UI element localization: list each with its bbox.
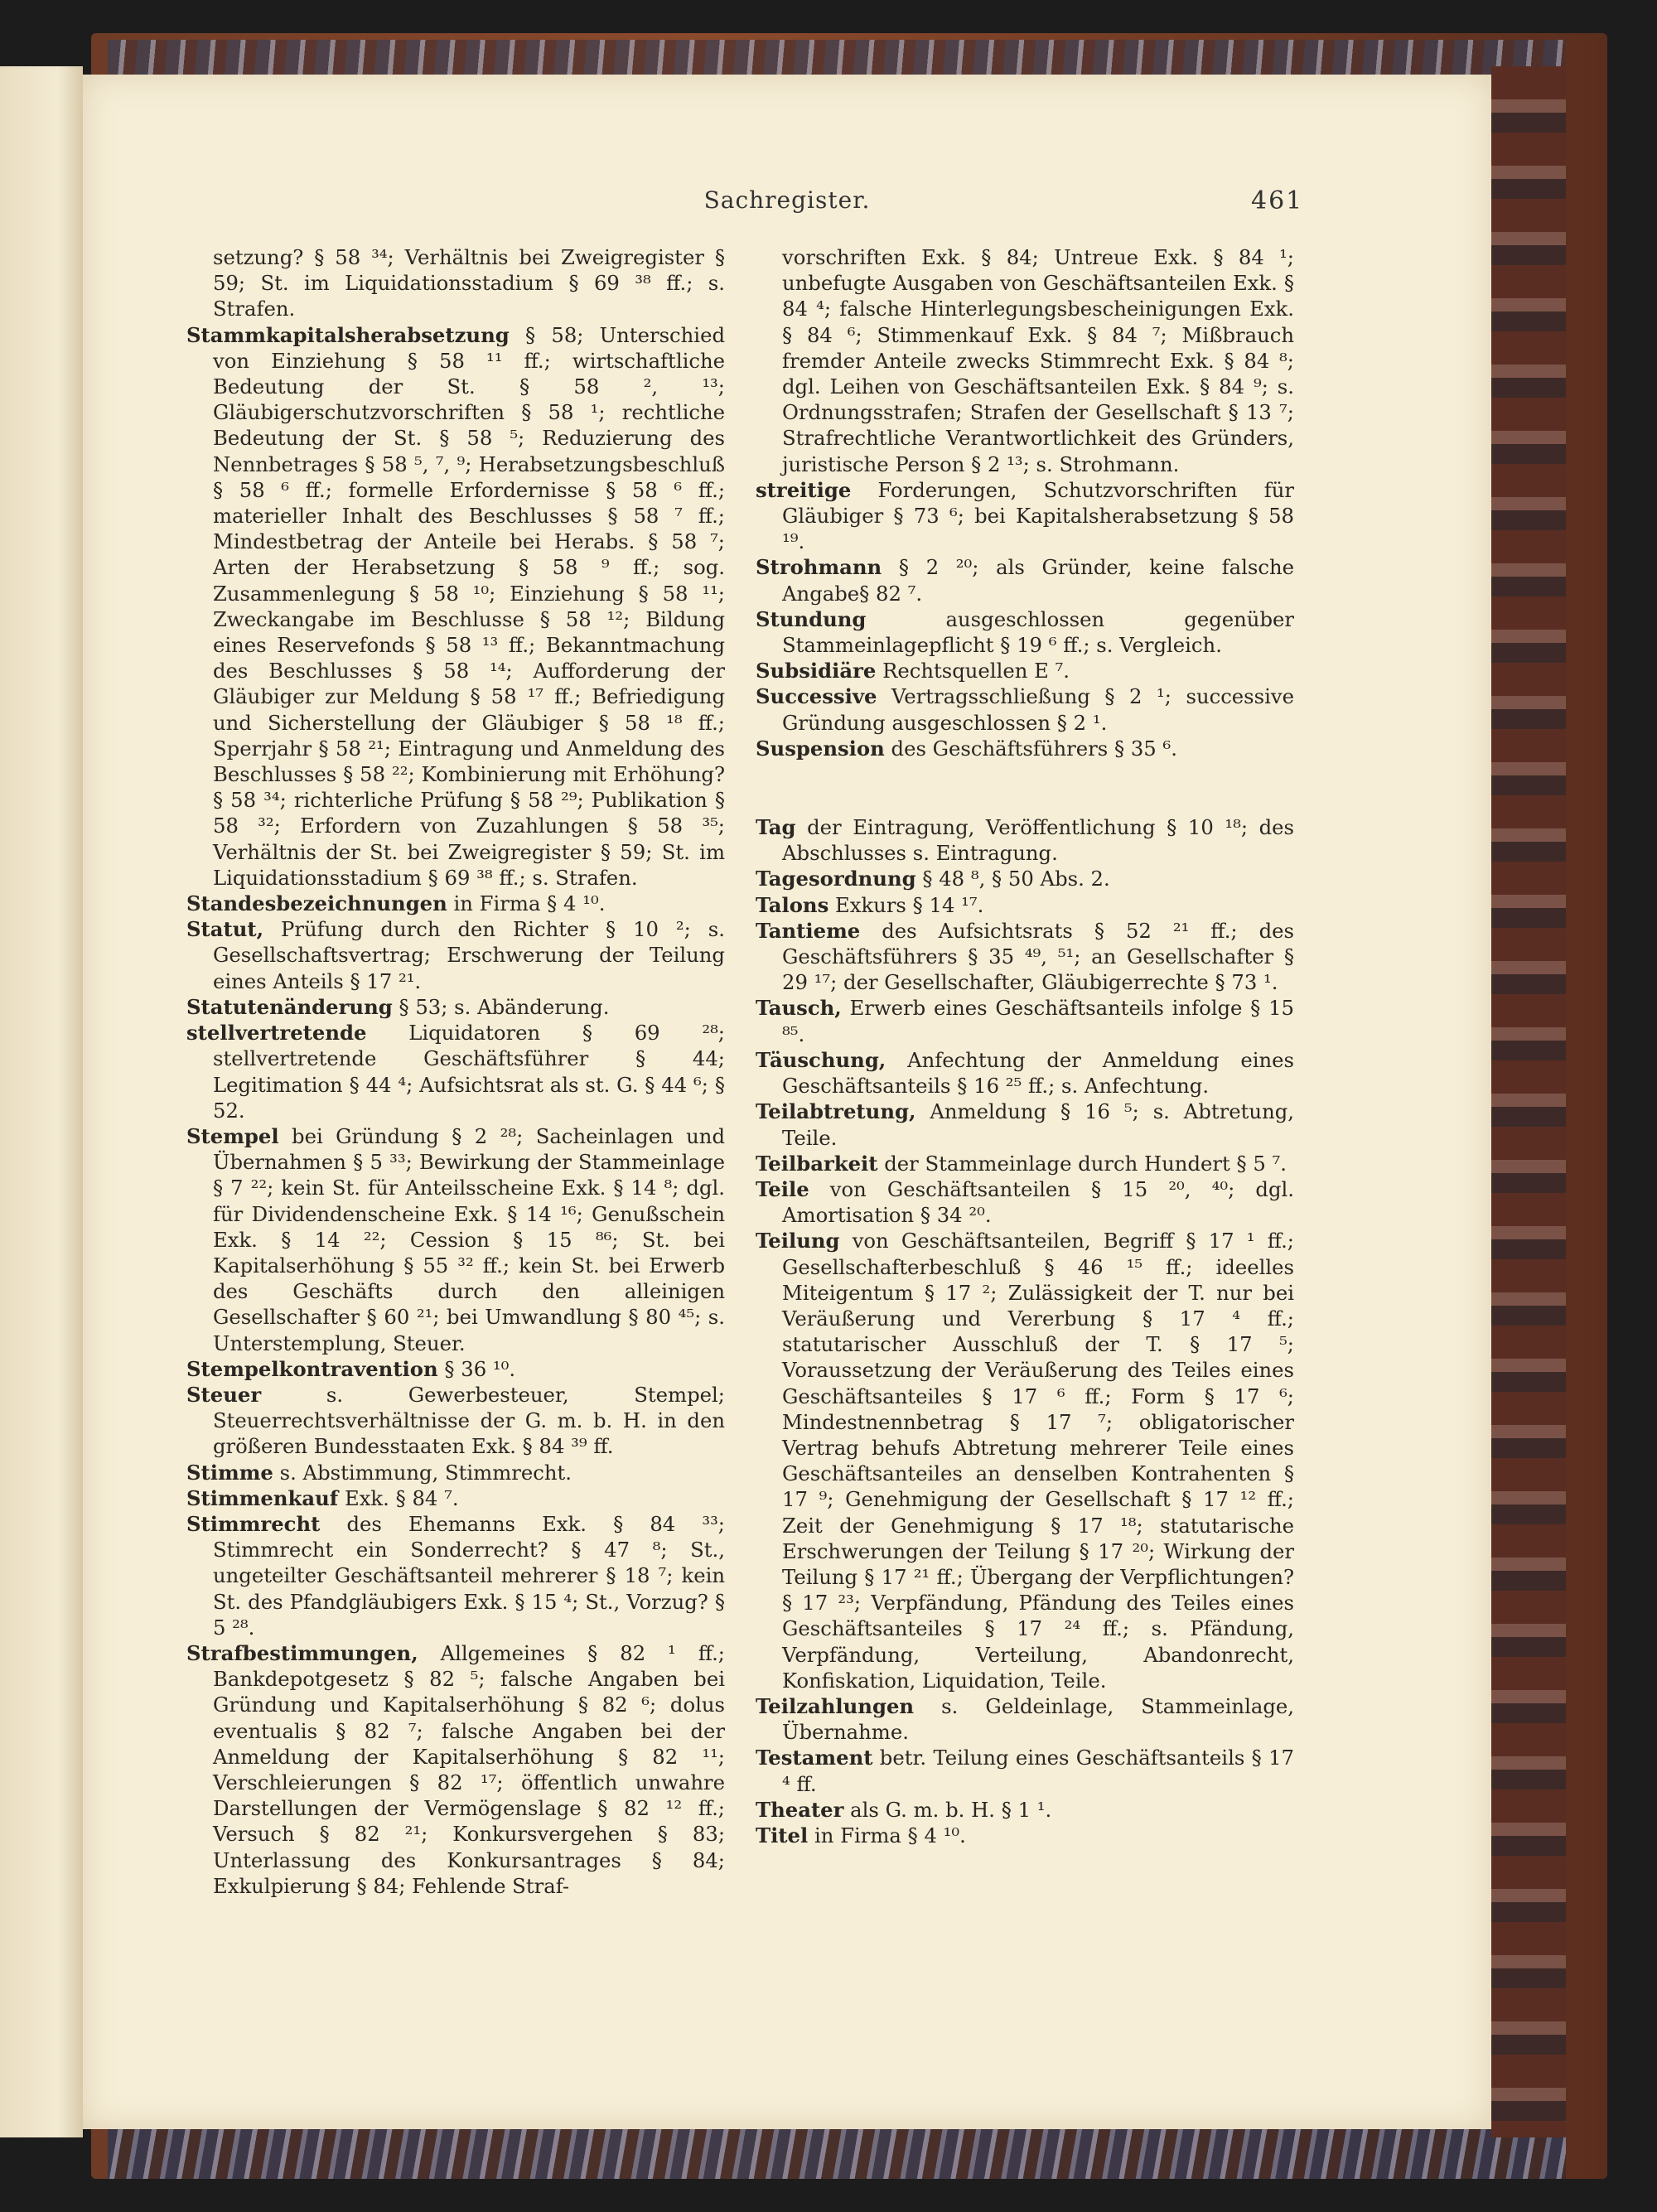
index-entry xyxy=(186,1460,725,1485)
marbled-edge-bottom xyxy=(108,2121,1566,2179)
entry-headword: streitige xyxy=(756,477,852,502)
index-entry xyxy=(756,1099,1294,1150)
entry-headword: Theater xyxy=(756,1797,844,1822)
entry-text: in Firma § 4 ¹⁰. xyxy=(808,1823,966,1847)
entry-headword: Teilabtretung, xyxy=(756,1099,916,1124)
index-entry xyxy=(186,1485,725,1511)
entry-text: Exkurs § 14 ¹⁷. xyxy=(828,892,984,917)
entry-text: bei Gründung § 2 ²⁸; Sacheinlagen und Übernahmen § 5 ³³; Bewirkung der Stammeinlage § 7 ²²; kein St. für Anteilsscheine Exk. § 14 ⁸; dgl. für Dividendenscheine Exk. § 14 ¹⁶; Genußschein Exk. § 14 ²²; Cession § 15 ⁸⁶; St. bei Kapitalserhöhung § 55 ³² ff.; kein St. bei Erwerb des Geschäfts durch den alleinigen Gesellschafter § 60 ²¹; bei Umwandlung § 80 ⁴⁵; s. Unterstemplung, Steuer. xyxy=(213,1123,725,1355)
index-entry xyxy=(756,892,1294,918)
entry-text: § 58; Unterschied von Einziehung § 58 ¹¹ ff.; wirtschaftliche Bedeutung der St. § 58 ², ¹³; Gläubigerschutzvorschriften § 58 ¹; rechtliche Bedeutung der St. § 58 ⁵; Reduzierung des Nennbetrages § 58 ⁵, ⁷, ⁹; Herabsetzungsbeschluß § 58 ⁶ ff.; formelle Erfordernisse § 58 ⁶ ff.; materieller Inhalt des Beschlusses § 58 ⁷ ff.; Mindestbetrag der Anteile bei Herabs. § 58 ⁷; Arten der Herabsetzung § 58 ⁹ ff.; sog. Zusammenlegung § 58 ¹⁰; Einziehung § 58 ¹¹; Zweckangabe im Beschlusse § 58 ¹²; Bildung eines Reservefonds § 58 ¹³ ff.; Bekanntmachung des Beschlusses § 58 ¹⁴; Aufforderung der Gläubiger zur Meldung § 58 ¹⁷ ff.; Befriedigung und Sicherstellung der Gläubiger § 58 ¹⁸ ff.; Sperrjahr § 58 ²¹; Eintragung und Anmeldung des Beschlusses § 58 ²²; Kombinierung mit Erhöhung? § 58 ³⁴; richterliche Prüfung § 58 ²⁹; Publikation § 58 ³²; Erfordern von Zuzahlungen § 58 ³⁵; Verhältnis der St. bei Zweigregister § 59; St. im Liquidationsstadium § 69 ³⁸ ff.; s. Strafen. xyxy=(213,322,725,890)
entry-headword: Stimmrecht xyxy=(186,1511,321,1536)
entry-headword: Talons xyxy=(756,892,829,917)
index-column-left xyxy=(186,244,725,1899)
page-edges xyxy=(1491,66,1566,2137)
entry-text: setzung? § 58 ³⁴; Verhältnis bei Zweigregister § 59; St. im Liquidationsstadium § 69 ³⁸ ff.; s. Strafen. xyxy=(213,245,725,321)
index-entry xyxy=(186,994,725,1020)
entry-text: Allgemeines § 82 ¹ ff.; Bankdepotgesetz § 82 ⁵; falsche Angaben bei Gründung und Kapitalserhöhung § 82 ⁶; dolus eventualis § 82 ⁷; falsche Angaben bei der Anmeldung der Kapitalserhöhung § 82 ¹¹; Verschleierungen § 82 ¹⁷; öffentlich unwahre Darstellungen der Vermögenslage § 82 ¹² ff.; Versuch § 82 ²¹; Konkursvergehen § 83; Unterlassung des Konkursantrages § 84; Exkulpierung § 84; Fehlende Straf- xyxy=(213,1640,725,1898)
index-entry xyxy=(756,1176,1294,1228)
entry-headword: Tagesordnung xyxy=(756,867,916,891)
entry-headword: Täuschung, xyxy=(756,1047,886,1072)
entry-text: von Geschäftsanteilen, Begriff § 17 ¹ ff.; Gesellschafterbeschluß § 46 ¹⁵ ff.; ideelles Miteigentum § 17 ²; Zulässigkeit der T. nur bei Veräußerung und Vererbung § 17 ⁴ ff.; statutarischer Ausschluß der T. § 17 ⁵; Voraussetzung der Veräußerung des Teiles eines Geschäftsanteiles § 17 ⁶ ff.; Form § 17 ⁶; Mindestnennbetrag § 17 ⁷; obligatorischer Vertrag behufs Abtretung mehrerer Teile eines Geschäftsanteiles an denselben Kontrahenten § 17 ⁹; Genehmigung der Gesellschaft § 17 ¹² ff.; Zeit der Genehmigung § 17 ¹⁸; statutarische Erschwerungen der Teilung § 17 ²⁰; Wirkung der Teilung § 17 ²¹ ff.; Übergang der Verpflichtungen? § 17 ²³; Verpfändung, Pfändung des Teiles eines Geschäftsanteiles § 17 ²⁴ ff.; s. Pfändung, Verpfändung, Verteilung, Abandonrecht, Konfiskation, Liquidation, Teile. xyxy=(782,1229,1294,1693)
index-entry xyxy=(186,1511,725,1640)
entry-text: vorschriften Exk. § 84; Untreue Exk. § 84 ¹; unbefugte Ausgaben von Geschäftsanteilen Exk. § 84 ⁴; falsche Hinterlegungsbescheinigungen Exk. § 84 ⁶; Stimmenkauf Exk. § 84 ⁷; Mißbrauch fremder Anteile zwecks Stimmrecht Exk. § 84 ⁸; dgl. Leihen von Geschäftsanteilen Exk. § 84 ⁹; s. Ordnungsstrafen; Strafen der Gesellschaft § 13 ⁷; Strafrechtliche Verantwortlichkeit des Gründers, juristische Person § 2 ¹³; s. Strohmann. xyxy=(782,245,1294,476)
entry-text: des Ehemanns Exk. § 84 ³³; Stimmrecht ein Sonderrecht? § 47 ⁸; St., ungeteilter Geschäftsanteil mehrerer § 18 ⁷; kein St. des Pfandgläubigers Exk. § 15 ⁴; St., Vorzug? § 5 ²⁸. xyxy=(213,1511,725,1640)
entry-text: des Geschäftsführers § 35 ⁶. xyxy=(884,736,1177,761)
entry-text: Anmeldung § 16 ⁵; s. Abtretung, Teile. xyxy=(782,1099,1294,1150)
entry-text: des Aufsichtsrats § 52 ²¹ ff.; des Geschäftsführers § 35 ⁴⁹, ⁵¹; an Gesellschafter § 29 ¹⁷; der Gesellschafter, Gläubigerrechte § 73 ¹. xyxy=(782,918,1294,995)
index-entry xyxy=(756,918,1294,996)
entry-headword: Successive xyxy=(756,684,877,709)
entry-text: der Eintragung, Veröffentlichung § 10 ¹⁸; des Abschlusses s. Eintragung. xyxy=(782,815,1294,866)
entry-text: Forderungen, Schutzvorschriften für Gläubiger § 73 ⁶; bei Kapitalsherabsetzung § 58 ¹⁹. xyxy=(782,477,1294,554)
entry-headword: Testament xyxy=(756,1746,873,1770)
entry-text: betr. Teilung eines Geschäftsanteils § 17 ⁴ ff. xyxy=(782,1746,1294,1796)
entry-headword: Tag xyxy=(756,815,796,840)
entry-headword: Teilbarkeit xyxy=(756,1151,878,1176)
entry-headword: Steuer xyxy=(186,1382,262,1407)
index-entry xyxy=(186,1640,725,1899)
entry-text: von Geschäftsanteilen § 15 ²⁰, ⁴⁰; dgl. Amortisation § 34 ²⁰. xyxy=(782,1176,1294,1228)
index-entry xyxy=(756,658,1294,683)
section-gap xyxy=(756,761,1294,814)
entry-text: § 53; s. Abänderung. xyxy=(392,994,610,1019)
entry-text: Vertragsschließung § 2 ¹; successive Gründung ausgeschlossen § 2 ¹. xyxy=(782,684,1294,735)
index-entry xyxy=(756,1745,1294,1796)
entry-text: § 2 ²⁰; als Gründer, keine falsche Angabe§ 82 ⁷. xyxy=(782,555,1294,606)
entry-headword: Stempel xyxy=(186,1123,279,1148)
entry-text: s. Geldeinlage, Stammeinlage, Übernahme. xyxy=(782,1693,1294,1745)
entry-headword: Teile xyxy=(756,1176,809,1201)
index-entry xyxy=(756,814,1294,866)
entry-headword: Tantieme xyxy=(756,918,861,943)
index-entry-continuation xyxy=(756,244,1294,477)
entry-text: in Firma § 4 ¹⁰. xyxy=(447,891,606,916)
entry-headword: Teilzahlungen xyxy=(756,1693,915,1718)
index-entry xyxy=(756,995,1294,1046)
index-entry xyxy=(756,1797,1294,1823)
index-entry xyxy=(756,683,1294,735)
entry-headword: Strohmann xyxy=(756,555,882,580)
entry-headword: Titel xyxy=(756,1823,809,1847)
entry-text: s. Abstimmung, Stimmrecht. xyxy=(273,1460,572,1485)
entry-headword: Stimme xyxy=(186,1460,273,1485)
index-entry xyxy=(186,891,725,916)
entry-text: § 48 ⁸, § 50 Abs. 2. xyxy=(915,867,1110,891)
entry-text: der Stammeinlage durch Hundert § 5 ⁷. xyxy=(877,1151,1287,1176)
running-title: Sachregister. xyxy=(703,186,871,214)
index-entry xyxy=(186,1020,725,1123)
entry-headword: stellvertretende xyxy=(186,1021,367,1046)
entry-text: Anfechtung der Anmeldung eines Geschäftsanteils § 16 ²⁵ ff.; s. Anfechtung. xyxy=(782,1047,1294,1099)
index-entry xyxy=(756,1151,1294,1176)
entry-headword: Stimmenkauf xyxy=(186,1485,339,1510)
facing-page-edge xyxy=(0,66,83,2137)
entry-headword: Stundung xyxy=(756,606,867,631)
book-page xyxy=(83,75,1491,2129)
entry-text: § 36 ¹⁰. xyxy=(437,1356,516,1381)
index-column-right xyxy=(756,244,1294,1848)
entry-text: ausgeschlossen gegenüber Stammeinlagepflicht § 19 ⁶ ff.; s. Vergleich. xyxy=(782,606,1294,658)
index-entry xyxy=(186,1123,725,1356)
entry-text: s. Gewerbesteuer, Stempel; Steuerrechtsverhältnisse der G. m. b. H. in den größeren Bundesstaaten Exk. § 84 ³⁹ ff. xyxy=(213,1382,725,1459)
page-number: 461 xyxy=(1251,186,1304,215)
entry-text: Prüfung durch den Richter § 10 ²; s. Gesellschaftsvertrag; Erschwerung der Teilung eines Anteils § 17 ²¹. xyxy=(213,917,725,993)
entry-headword: Statut, xyxy=(186,917,264,942)
index-entry-continuation xyxy=(186,244,725,322)
entry-headword: Tausch, xyxy=(756,996,842,1021)
index-entry xyxy=(756,866,1294,891)
index-entry xyxy=(756,1823,1294,1848)
index-entry xyxy=(186,916,725,994)
index-entry xyxy=(756,554,1294,606)
entry-text: als G. m. b. H. § 1 ¹. xyxy=(843,1797,1052,1822)
entry-headword: Statutenänderung xyxy=(186,994,393,1019)
entry-text: Liquidatoren § 69 ²⁸; stellvertretende Geschäftsführer § 44; Legitimation § 44 ⁴; Aufsichtsrat als st. G. § 44 ⁶; § 52. xyxy=(213,1021,725,1123)
entry-headword: Stammkapitalsherabsetzung xyxy=(186,322,510,347)
index-entry xyxy=(756,477,1294,555)
entry-headword: Suspension xyxy=(756,736,885,761)
index-entry xyxy=(186,1356,725,1382)
entry-headword: Stempelkontravention xyxy=(186,1356,438,1381)
entry-headword: Strafbestimmungen, xyxy=(186,1640,418,1665)
entry-text: Erwerb eines Geschäftsanteils infolge § 15 ⁸⁵. xyxy=(782,996,1294,1046)
entry-headword: Subsidiäre xyxy=(756,659,877,683)
index-entry xyxy=(756,1047,1294,1099)
entry-headword: Standesbezeichnungen xyxy=(186,891,447,916)
entry-headword: Teilung xyxy=(756,1229,840,1253)
index-entry xyxy=(756,1693,1294,1745)
index-entry xyxy=(756,606,1294,658)
entry-text: Rechtsquellen E ⁷. xyxy=(876,659,1070,683)
entry-text: Exk. § 84 ⁷. xyxy=(338,1485,459,1510)
index-entry xyxy=(186,322,725,891)
index-entry xyxy=(756,736,1294,761)
index-entry xyxy=(186,1382,725,1460)
index-entry xyxy=(756,1228,1294,1693)
